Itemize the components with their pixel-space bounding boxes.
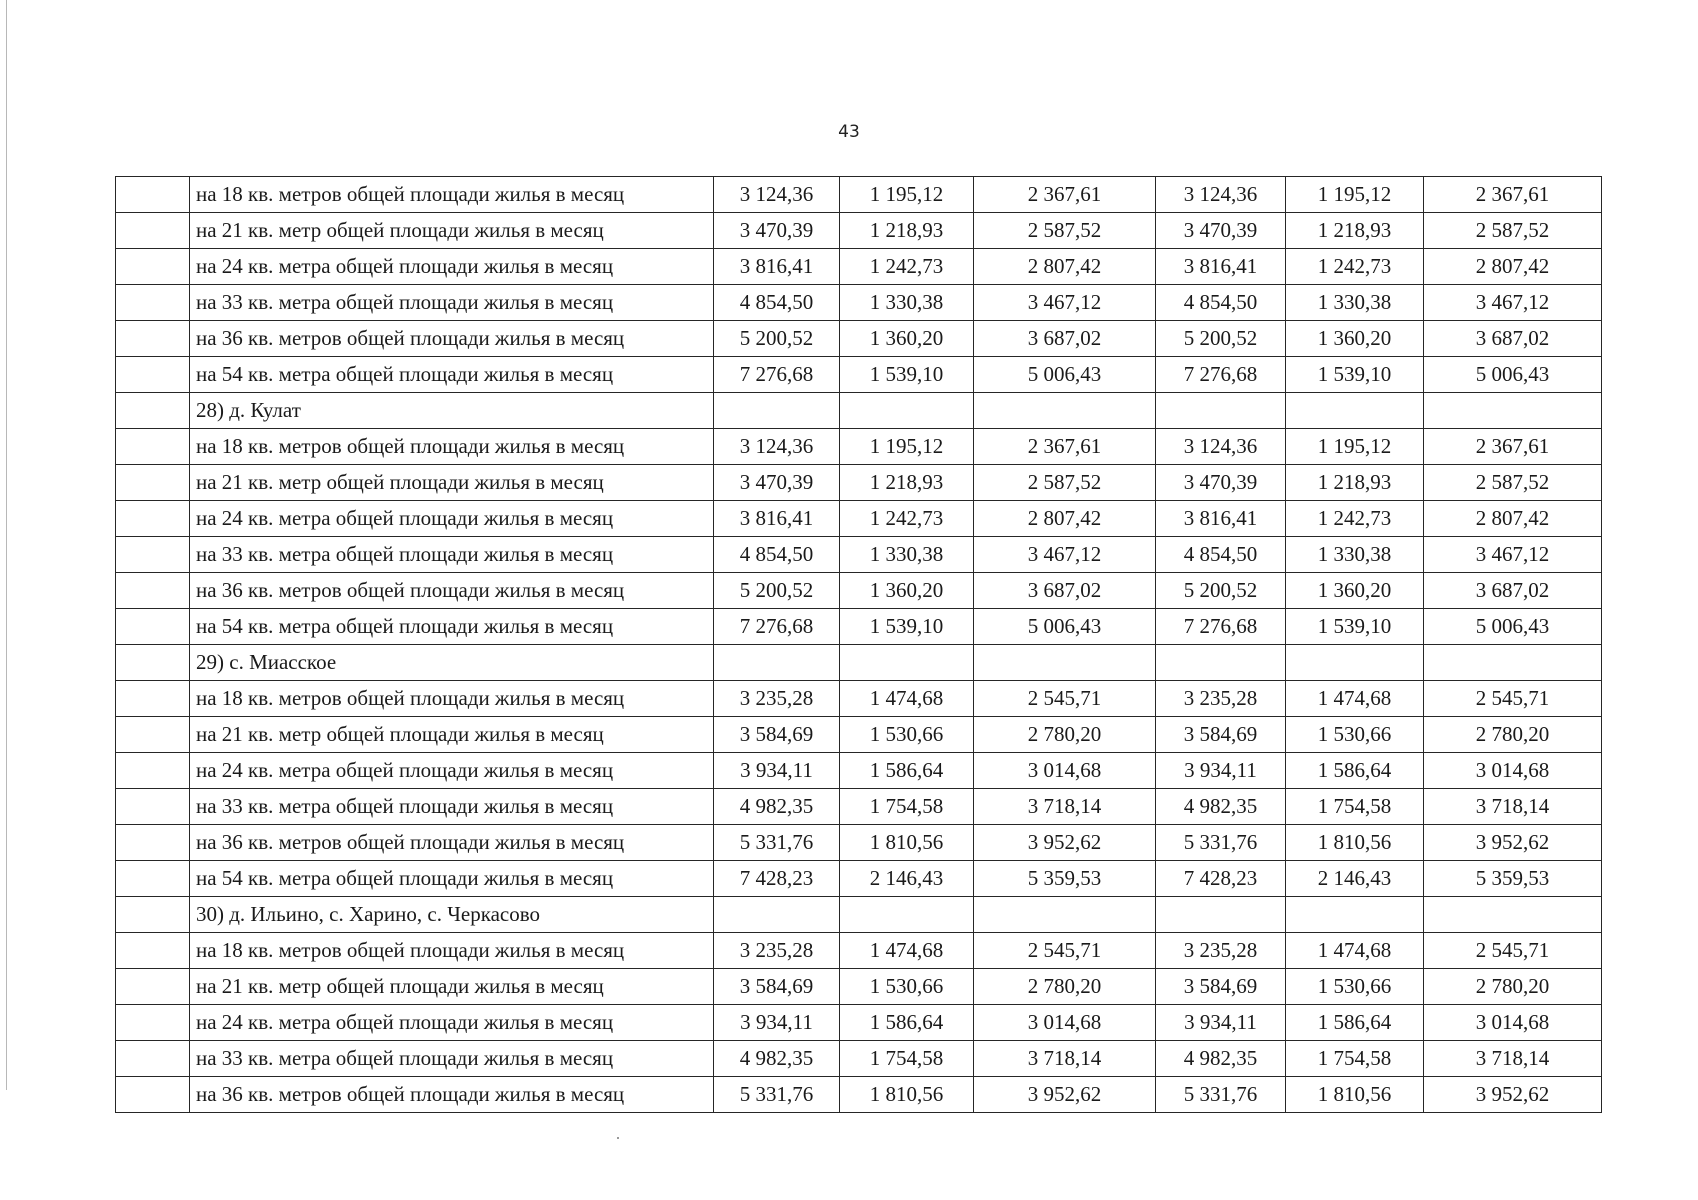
row-label-cell: на 36 кв. метров общей площади жилья в месяц xyxy=(190,573,714,609)
value-cell: 2 367,61 xyxy=(1424,177,1602,213)
value-cell: 4 854,50 xyxy=(714,537,840,573)
value-cell xyxy=(840,645,974,681)
row-number-cell xyxy=(116,177,190,213)
table-row xyxy=(116,969,1602,1005)
value-cell: 1 218,93 xyxy=(840,465,974,501)
row-number-cell xyxy=(116,249,190,285)
table-row xyxy=(116,429,1602,465)
value-cell: 1 195,12 xyxy=(1286,429,1424,465)
row-label-cell: на 18 кв. метров общей площади жилья в месяц xyxy=(190,429,714,465)
value-cell: 1 360,20 xyxy=(840,573,974,609)
row-label-cell: на 33 кв. метра общей площади жилья в месяц xyxy=(190,1041,714,1077)
tariff-table xyxy=(115,176,1602,1113)
row-label-cell: на 33 кв. метра общей площади жилья в месяц xyxy=(190,537,714,573)
value-cell: 3 467,12 xyxy=(974,285,1156,321)
value-cell xyxy=(714,393,840,429)
value-cell: 4 982,35 xyxy=(714,789,840,825)
value-cell: 4 854,50 xyxy=(1156,285,1286,321)
value-cell: 3 952,62 xyxy=(1424,1077,1602,1113)
value-cell xyxy=(1156,645,1286,681)
row-number-cell xyxy=(116,1077,190,1113)
value-cell: 2 807,42 xyxy=(974,249,1156,285)
table-row xyxy=(116,717,1602,753)
row-number-cell xyxy=(116,429,190,465)
value-cell: 3 124,36 xyxy=(1156,429,1286,465)
value-cell: 7 428,23 xyxy=(1156,861,1286,897)
value-cell xyxy=(1286,897,1424,933)
value-cell xyxy=(840,393,974,429)
row-number-cell xyxy=(116,897,190,933)
value-cell: 1 195,12 xyxy=(840,429,974,465)
value-cell: 2 545,71 xyxy=(1424,681,1602,717)
value-cell: 3 014,68 xyxy=(974,1005,1156,1041)
row-label-cell: на 21 кв. метр общей площади жилья в месяц xyxy=(190,213,714,249)
row-label-cell: на 18 кв. метров общей площади жилья в месяц xyxy=(190,177,714,213)
value-cell: 3 467,12 xyxy=(1424,285,1602,321)
value-cell: 1 330,38 xyxy=(1286,285,1424,321)
value-cell: 3 687,02 xyxy=(974,321,1156,357)
table-row xyxy=(116,1077,1602,1113)
row-number-cell xyxy=(116,825,190,861)
row-number-cell xyxy=(116,573,190,609)
row-number-cell xyxy=(116,681,190,717)
row-number-cell xyxy=(116,213,190,249)
value-cell: 1 330,38 xyxy=(840,537,974,573)
row-label-cell: на 54 кв. метра общей площади жилья в месяц xyxy=(190,357,714,393)
table-row xyxy=(116,861,1602,897)
row-label-cell: 30) д. Ильино, с. Харино, с. Черкасово xyxy=(190,897,714,933)
value-cell: 1 530,66 xyxy=(840,717,974,753)
value-cell: 1 586,64 xyxy=(840,753,974,789)
value-cell: 2 807,42 xyxy=(1424,501,1602,537)
value-cell xyxy=(1286,393,1424,429)
row-label-cell: 28) д. Кулат xyxy=(190,393,714,429)
value-cell: 1 539,10 xyxy=(1286,357,1424,393)
table-row xyxy=(116,573,1602,609)
row-label-cell: на 24 кв. метра общей площади жилья в месяц xyxy=(190,501,714,537)
value-cell: 1 810,56 xyxy=(1286,825,1424,861)
value-cell: 3 124,36 xyxy=(714,429,840,465)
row-number-cell xyxy=(116,789,190,825)
scan-speck xyxy=(617,1137,619,1139)
row-number-cell xyxy=(116,393,190,429)
value-cell: 1 530,66 xyxy=(1286,717,1424,753)
value-cell: 5 331,76 xyxy=(1156,1077,1286,1113)
value-cell: 1 474,68 xyxy=(840,933,974,969)
value-cell: 3 934,11 xyxy=(714,753,840,789)
value-cell: 1 530,66 xyxy=(840,969,974,1005)
row-label-cell: на 21 кв. метр общей площади жилья в месяц xyxy=(190,465,714,501)
row-number-cell xyxy=(116,1005,190,1041)
value-cell: 1 474,68 xyxy=(1286,681,1424,717)
value-cell: 3 816,41 xyxy=(1156,249,1286,285)
row-label-cell: на 36 кв. метров общей площади жилья в месяц xyxy=(190,1077,714,1113)
table-row xyxy=(116,321,1602,357)
row-label-cell: 29) с. Миасское xyxy=(190,645,714,681)
value-cell xyxy=(1424,393,1602,429)
value-cell: 4 982,35 xyxy=(714,1041,840,1077)
value-cell: 1 754,58 xyxy=(1286,789,1424,825)
value-cell xyxy=(1156,393,1286,429)
value-cell: 1 810,56 xyxy=(840,1077,974,1113)
value-cell: 1 195,12 xyxy=(1286,177,1424,213)
value-cell: 1 242,73 xyxy=(1286,249,1424,285)
value-cell: 1 218,93 xyxy=(1286,465,1424,501)
value-cell xyxy=(1156,897,1286,933)
table-row xyxy=(116,609,1602,645)
value-cell: 7 276,68 xyxy=(714,357,840,393)
value-cell: 1 586,64 xyxy=(1286,1005,1424,1041)
value-cell: 4 982,35 xyxy=(1156,789,1286,825)
value-cell: 1 754,58 xyxy=(1286,1041,1424,1077)
value-cell: 3 687,02 xyxy=(1424,321,1602,357)
row-label-cell: на 36 кв. метров общей площади жилья в месяц xyxy=(190,825,714,861)
value-cell: 1 330,38 xyxy=(1286,537,1424,573)
row-label-cell: на 21 кв. метр общей площади жилья в месяц xyxy=(190,969,714,1005)
value-cell: 3 467,12 xyxy=(1424,537,1602,573)
value-cell: 2 780,20 xyxy=(1424,717,1602,753)
row-label-cell: на 24 кв. метра общей площади жилья в месяц xyxy=(190,249,714,285)
value-cell: 5 331,76 xyxy=(1156,825,1286,861)
table-row xyxy=(116,501,1602,537)
value-cell xyxy=(1286,645,1424,681)
value-cell: 2 807,42 xyxy=(1424,249,1602,285)
value-cell: 4 982,35 xyxy=(1156,1041,1286,1077)
value-cell: 2 587,52 xyxy=(974,213,1156,249)
table-row xyxy=(116,249,1602,285)
value-cell: 3 718,14 xyxy=(974,789,1156,825)
value-cell: 5 006,43 xyxy=(974,357,1156,393)
value-cell: 3 584,69 xyxy=(714,969,840,1005)
value-cell: 2 367,61 xyxy=(1424,429,1602,465)
value-cell: 3 124,36 xyxy=(1156,177,1286,213)
value-cell: 3 934,11 xyxy=(714,1005,840,1041)
value-cell: 1 360,20 xyxy=(1286,573,1424,609)
row-number-cell xyxy=(116,465,190,501)
page-number: 43 xyxy=(838,122,860,142)
row-label-cell: на 54 кв. метра общей площади жилья в месяц xyxy=(190,609,714,645)
value-cell: 4 854,50 xyxy=(1156,537,1286,573)
value-cell: 2 367,61 xyxy=(974,177,1156,213)
value-cell: 7 428,23 xyxy=(714,861,840,897)
row-label-cell: на 54 кв. метра общей площади жилья в месяц xyxy=(190,861,714,897)
value-cell: 3 816,41 xyxy=(1156,501,1286,537)
row-number-cell xyxy=(116,357,190,393)
table-row xyxy=(116,681,1602,717)
value-cell: 3 014,68 xyxy=(1424,753,1602,789)
value-cell: 3 235,28 xyxy=(1156,933,1286,969)
value-cell: 2 780,20 xyxy=(974,969,1156,1005)
value-cell: 3 470,39 xyxy=(714,213,840,249)
row-label-cell: на 24 кв. метра общей площади жилья в месяц xyxy=(190,1005,714,1041)
value-cell: 1 810,56 xyxy=(1286,1077,1424,1113)
row-number-cell xyxy=(116,861,190,897)
value-cell xyxy=(974,645,1156,681)
value-cell: 7 276,68 xyxy=(1156,357,1286,393)
value-cell: 3 952,62 xyxy=(974,825,1156,861)
value-cell: 1 218,93 xyxy=(1286,213,1424,249)
table-row xyxy=(116,465,1602,501)
row-number-cell xyxy=(116,753,190,789)
value-cell: 2 545,71 xyxy=(974,933,1156,969)
value-cell: 5 331,76 xyxy=(714,825,840,861)
table-row xyxy=(116,285,1602,321)
value-cell: 3 952,62 xyxy=(1424,825,1602,861)
value-cell: 5 359,53 xyxy=(1424,861,1602,897)
value-cell: 3 687,02 xyxy=(974,573,1156,609)
value-cell: 1 218,93 xyxy=(840,213,974,249)
value-cell: 1 474,68 xyxy=(840,681,974,717)
row-number-cell xyxy=(116,717,190,753)
row-number-cell xyxy=(116,969,190,1005)
value-cell: 1 754,58 xyxy=(840,1041,974,1077)
row-label-cell: на 33 кв. метра общей площади жилья в месяц xyxy=(190,285,714,321)
value-cell xyxy=(714,897,840,933)
row-label-cell: на 33 кв. метра общей площади жилья в месяц xyxy=(190,789,714,825)
row-label-cell: на 18 кв. метров общей площади жилья в месяц xyxy=(190,933,714,969)
value-cell: 3 934,11 xyxy=(1156,753,1286,789)
value-cell: 3 718,14 xyxy=(974,1041,1156,1077)
value-cell: 3 470,39 xyxy=(714,465,840,501)
row-number-cell xyxy=(116,645,190,681)
value-cell: 3 718,14 xyxy=(1424,1041,1602,1077)
value-cell: 3 687,02 xyxy=(1424,573,1602,609)
value-cell: 2 146,43 xyxy=(1286,861,1424,897)
value-cell: 2 587,52 xyxy=(1424,213,1602,249)
value-cell: 1 586,64 xyxy=(1286,753,1424,789)
value-cell: 3 816,41 xyxy=(714,249,840,285)
value-cell: 1 474,68 xyxy=(1286,933,1424,969)
value-cell: 7 276,68 xyxy=(714,609,840,645)
table-row xyxy=(116,1041,1602,1077)
value-cell: 2 587,52 xyxy=(1424,465,1602,501)
value-cell: 7 276,68 xyxy=(1156,609,1286,645)
value-cell: 5 200,52 xyxy=(1156,321,1286,357)
row-label-cell: на 18 кв. метров общей площади жилья в месяц xyxy=(190,681,714,717)
value-cell: 1 242,73 xyxy=(840,501,974,537)
table-row xyxy=(116,897,1602,933)
value-cell xyxy=(840,897,974,933)
value-cell: 1 242,73 xyxy=(840,249,974,285)
value-cell: 5 006,43 xyxy=(974,609,1156,645)
value-cell: 2 587,52 xyxy=(974,465,1156,501)
table-row xyxy=(116,357,1602,393)
value-cell: 1 810,56 xyxy=(840,825,974,861)
table-row xyxy=(116,789,1602,825)
row-label-cell: на 36 кв. метров общей площади жилья в месяц xyxy=(190,321,714,357)
value-cell: 5 200,52 xyxy=(714,321,840,357)
value-cell: 2 545,71 xyxy=(974,681,1156,717)
value-cell: 3 584,69 xyxy=(1156,969,1286,1005)
value-cell: 5 331,76 xyxy=(714,1077,840,1113)
value-cell: 2 367,61 xyxy=(974,429,1156,465)
value-cell: 2 545,71 xyxy=(1424,933,1602,969)
value-cell: 1 539,10 xyxy=(1286,609,1424,645)
table-body xyxy=(116,177,1602,1113)
scan-edge-line xyxy=(6,0,7,1090)
value-cell: 3 470,39 xyxy=(1156,465,1286,501)
row-number-cell xyxy=(116,609,190,645)
value-cell: 3 816,41 xyxy=(714,501,840,537)
table-row xyxy=(116,645,1602,681)
table-row xyxy=(116,177,1602,213)
value-cell: 3 467,12 xyxy=(974,537,1156,573)
value-cell: 5 359,53 xyxy=(974,861,1156,897)
value-cell: 3 934,11 xyxy=(1156,1005,1286,1041)
value-cell: 3 235,28 xyxy=(714,933,840,969)
value-cell: 1 539,10 xyxy=(840,609,974,645)
value-cell: 2 780,20 xyxy=(974,717,1156,753)
table-row xyxy=(116,753,1602,789)
value-cell: 1 586,64 xyxy=(840,1005,974,1041)
row-number-cell xyxy=(116,933,190,969)
table-row xyxy=(116,933,1602,969)
value-cell: 1 360,20 xyxy=(1286,321,1424,357)
value-cell: 3 235,28 xyxy=(1156,681,1286,717)
value-cell: 3 584,69 xyxy=(1156,717,1286,753)
value-cell: 1 530,66 xyxy=(1286,969,1424,1005)
value-cell: 3 014,68 xyxy=(1424,1005,1602,1041)
value-cell: 3 718,14 xyxy=(1424,789,1602,825)
value-cell: 3 470,39 xyxy=(1156,213,1286,249)
value-cell: 5 006,43 xyxy=(1424,609,1602,645)
row-label-cell: на 21 кв. метр общей площади жилья в месяц xyxy=(190,717,714,753)
row-number-cell xyxy=(116,501,190,537)
value-cell: 2 146,43 xyxy=(840,861,974,897)
value-cell: 3 952,62 xyxy=(974,1077,1156,1113)
value-cell: 1 195,12 xyxy=(840,177,974,213)
value-cell: 4 854,50 xyxy=(714,285,840,321)
table-row xyxy=(116,213,1602,249)
value-cell: 5 200,52 xyxy=(1156,573,1286,609)
value-cell: 5 200,52 xyxy=(714,573,840,609)
value-cell xyxy=(1424,645,1602,681)
table-row xyxy=(116,825,1602,861)
value-cell: 1 242,73 xyxy=(1286,501,1424,537)
value-cell: 2 780,20 xyxy=(1424,969,1602,1005)
row-number-cell xyxy=(116,537,190,573)
value-cell: 3 584,69 xyxy=(714,717,840,753)
value-cell xyxy=(714,645,840,681)
row-number-cell xyxy=(116,285,190,321)
value-cell: 1 539,10 xyxy=(840,357,974,393)
value-cell: 1 330,38 xyxy=(840,285,974,321)
value-cell: 1 754,58 xyxy=(840,789,974,825)
table-row xyxy=(116,393,1602,429)
table-row xyxy=(116,1005,1602,1041)
row-label-cell: на 24 кв. метра общей площади жилья в месяц xyxy=(190,753,714,789)
row-number-cell xyxy=(116,1041,190,1077)
value-cell: 5 006,43 xyxy=(1424,357,1602,393)
value-cell xyxy=(974,393,1156,429)
value-cell: 3 014,68 xyxy=(974,753,1156,789)
table-row xyxy=(116,537,1602,573)
value-cell xyxy=(974,897,1156,933)
value-cell: 3 124,36 xyxy=(714,177,840,213)
value-cell: 2 807,42 xyxy=(974,501,1156,537)
value-cell xyxy=(1424,897,1602,933)
value-cell: 3 235,28 xyxy=(714,681,840,717)
row-number-cell xyxy=(116,321,190,357)
value-cell: 1 360,20 xyxy=(840,321,974,357)
